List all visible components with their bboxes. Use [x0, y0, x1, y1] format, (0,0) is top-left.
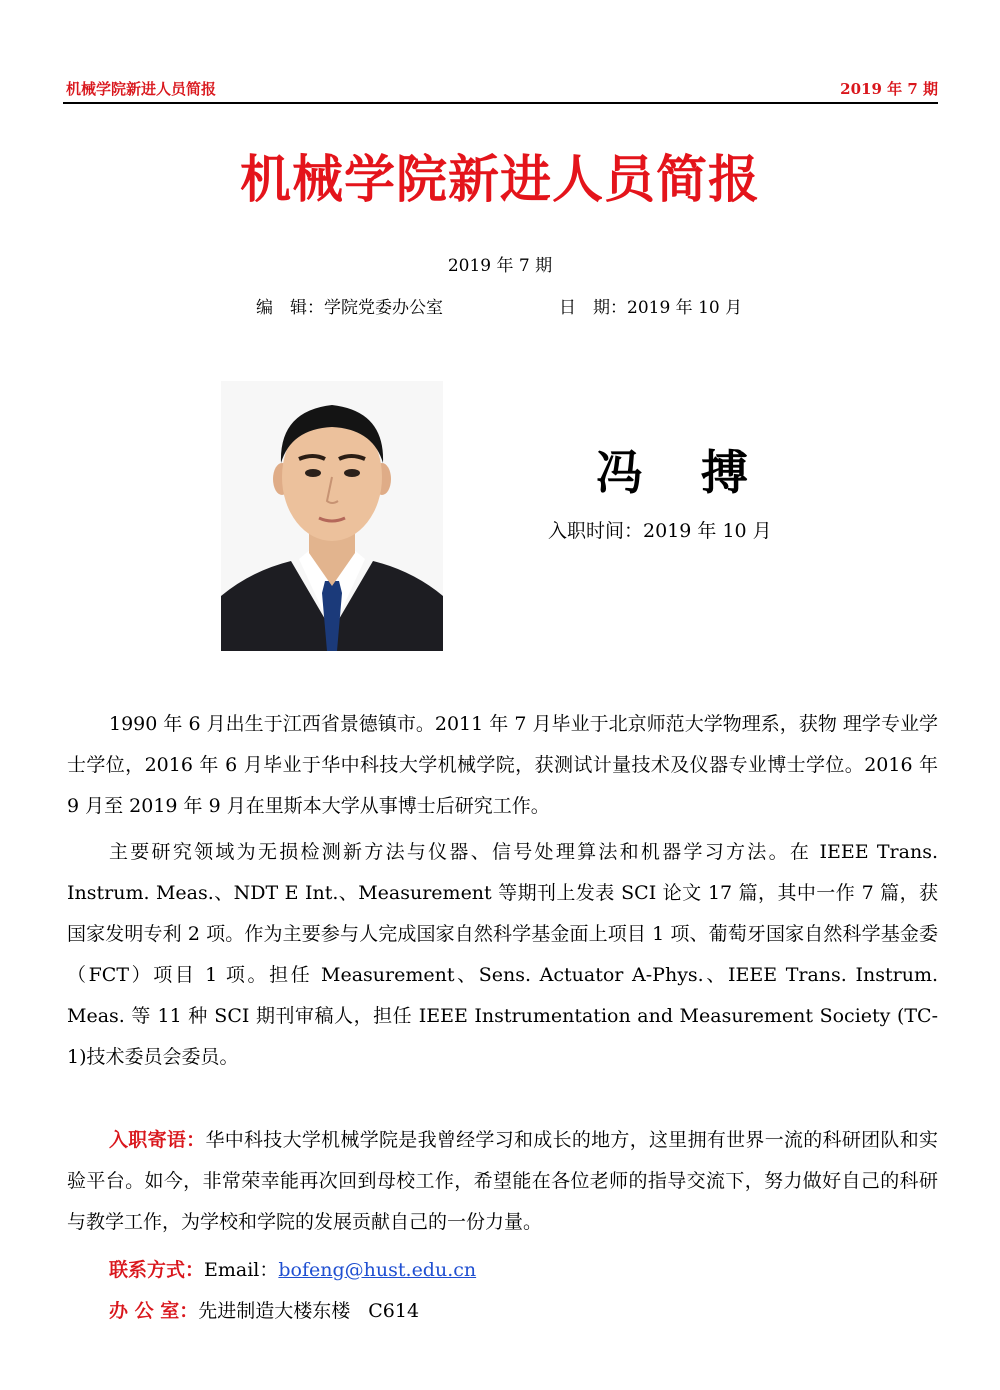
- office-line: [109, 1296, 419, 1323]
- office-label: 办 公 室：: [109, 1300, 199, 1322]
- join-date: [548, 516, 772, 543]
- office-building: 先进制造大楼东楼: [198, 1300, 351, 1322]
- portrait-photo: [221, 381, 443, 651]
- person-name: [596, 436, 748, 503]
- portrait-image: [221, 381, 443, 651]
- date-line: [559, 293, 742, 318]
- issue-number: 2019 年 7 期: [447, 256, 553, 276]
- editor-label: 编 辑：: [256, 298, 324, 318]
- email-link[interactable]: bofeng@hust.edu.cn: [278, 1259, 477, 1281]
- office-room: C614: [368, 1300, 420, 1322]
- person-name-first: 冯: [596, 446, 643, 501]
- date-label: 日 期：: [559, 298, 627, 318]
- join-date-value: 2019 年 10 月: [643, 520, 772, 542]
- contact-label: 联系方式：: [109, 1259, 205, 1281]
- editor-value: 学院党委办公室: [324, 298, 443, 318]
- email-label: Email：: [204, 1259, 279, 1281]
- page-title: 机械学院新进人员简报: [239, 150, 760, 210]
- bio-paragraph-research: 主要研究领域为无损检测新方法与仪器、信号处理算法和机器学习方法。在 IEEE Trans. Instrum. Meas.、NDT E Int.、Measurement 等期刊上发表 SCI 论文 17 篇，其中一作 7 篇，获国家发明专利 2 项。作为主要参与人完成国家自然科学基金面上项目 1 项、葡萄牙国家自然科学基金委（FCT）项目 1 项。担任 Measurement、Sens. Actuator A-Phys.、IEEE Trans. Instrum. Meas. 等 11 种 SCI 期刊审稿人，担任 IEEE Instrumentation and Measurement Society (TC-1)技术委员会委员。: [67, 841, 938, 1068]
- editor-line: [256, 293, 443, 318]
- running-header: [63, 78, 938, 104]
- contact-line: [109, 1255, 476, 1282]
- date-value: 2019 年 10 月: [627, 298, 743, 318]
- header-issue: 2019 年 7 期: [840, 80, 938, 98]
- welcome-message-label: 入职寄语：: [109, 1129, 206, 1151]
- welcome-message: [67, 1120, 938, 1243]
- header-title: 机械学院新进人员简报: [66, 80, 217, 98]
- person-name-last: 搏: [701, 446, 748, 501]
- bio-paragraph-education: 1990 年 6 月出生于江西省景德镇市。2011 年 7 月毕业于北京师范大学物理系，获物 理学专业学士学位，2016 年 6 月毕业于华中科技大学机械学院，获测试计量技术及仪器专业博士学位。2016 年 9 月至 2019 年 9 月在里斯本大学从事博士后研究工作。: [67, 713, 938, 817]
- welcome-message-text: 华中科技大学机械学院是我曾经学习和成长的地方，这里拥有世界一流的科研团队和实验平台。如今，非常荣幸能再次回到母校工作，希望能在各位老师的指导交流下，努力做好自己的科研与教学工作，为学校和学院的发展贡献自己的一份力量。: [67, 1129, 938, 1233]
- join-date-label: 入职时间：: [548, 520, 644, 542]
